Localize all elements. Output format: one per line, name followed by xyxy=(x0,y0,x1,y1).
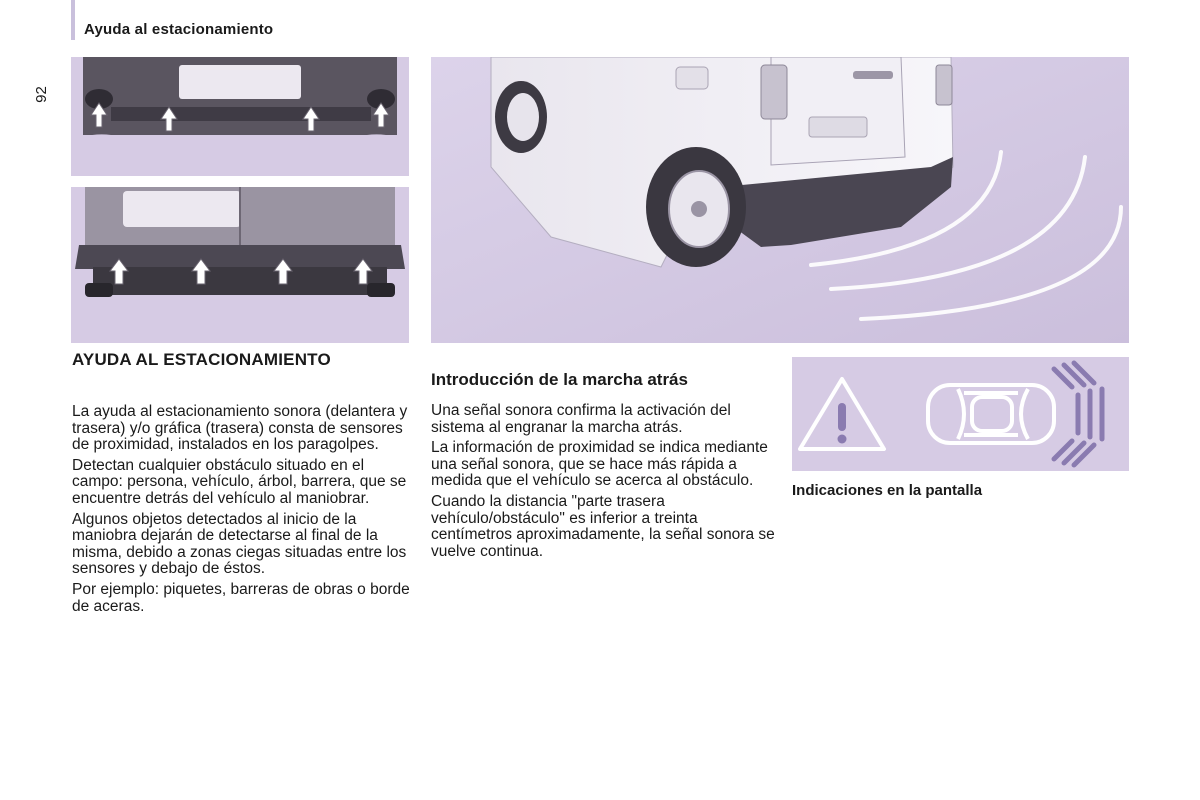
reverse-paragraph: La información de proximidad se indica mediante una señal sonora, que se hace más rápida a medida que el vehículo se acerca al obstáculo. xyxy=(431,439,768,490)
rear-bumper-figure xyxy=(71,187,409,343)
rear-bumper-sensors-illustration xyxy=(71,187,409,343)
section-header: Ayuda al estacionamiento xyxy=(84,21,274,38)
van-reversing-figure xyxy=(431,57,1129,343)
page-number: 92 xyxy=(32,86,50,103)
reverse-paragraph: Una señal sonora confirma la activación del sistema al engranar la marcha atrás. xyxy=(431,402,731,436)
display-indications-figure xyxy=(792,357,1129,471)
front-bumper-figure xyxy=(71,57,409,176)
reverse-paragraph: Cuando la distancia "parte trasera vehículo/obstáculo" es inferior a treinta centímetros aproximadamente, la señal sonora se vuelve continua. xyxy=(431,492,775,560)
front-bumper-sensors-illustration xyxy=(71,57,409,176)
reverse-gear-heading: Introducción de la marcha atrás xyxy=(431,370,688,389)
main-heading: AYUDA AL ESTACIONAMIENTO xyxy=(72,350,331,369)
reverse-body-text xyxy=(431,403,776,564)
main-paragraph: Detectan cualquier obstáculo situado en el campo: persona, vehículo, árbol, barrera, que se encuentre detrás del vehículo al maniobrar. xyxy=(72,456,407,507)
main-body-text xyxy=(72,404,412,619)
main-paragraph: La ayuda al estacionamiento sonora (delantera y trasera) y/o gráfica (trasera) consta de sensores de proximidad, instalados en los paragolpes. xyxy=(72,403,408,454)
display-caption: Indicaciones en la pantalla xyxy=(792,482,983,499)
main-paragraph: Algunos objetos detectados al inicio de la maniobra dejarán de detectarse al final de la misma, debido a zonas ciegas situadas entre los sensores y debajo de éstos. xyxy=(72,510,407,578)
margin-accent-rule xyxy=(71,0,75,40)
van-reversing-illustration xyxy=(431,57,1129,343)
main-paragraph: Por ejemplo: piquetes, barreras de obras o borde de aceras. xyxy=(72,580,410,615)
